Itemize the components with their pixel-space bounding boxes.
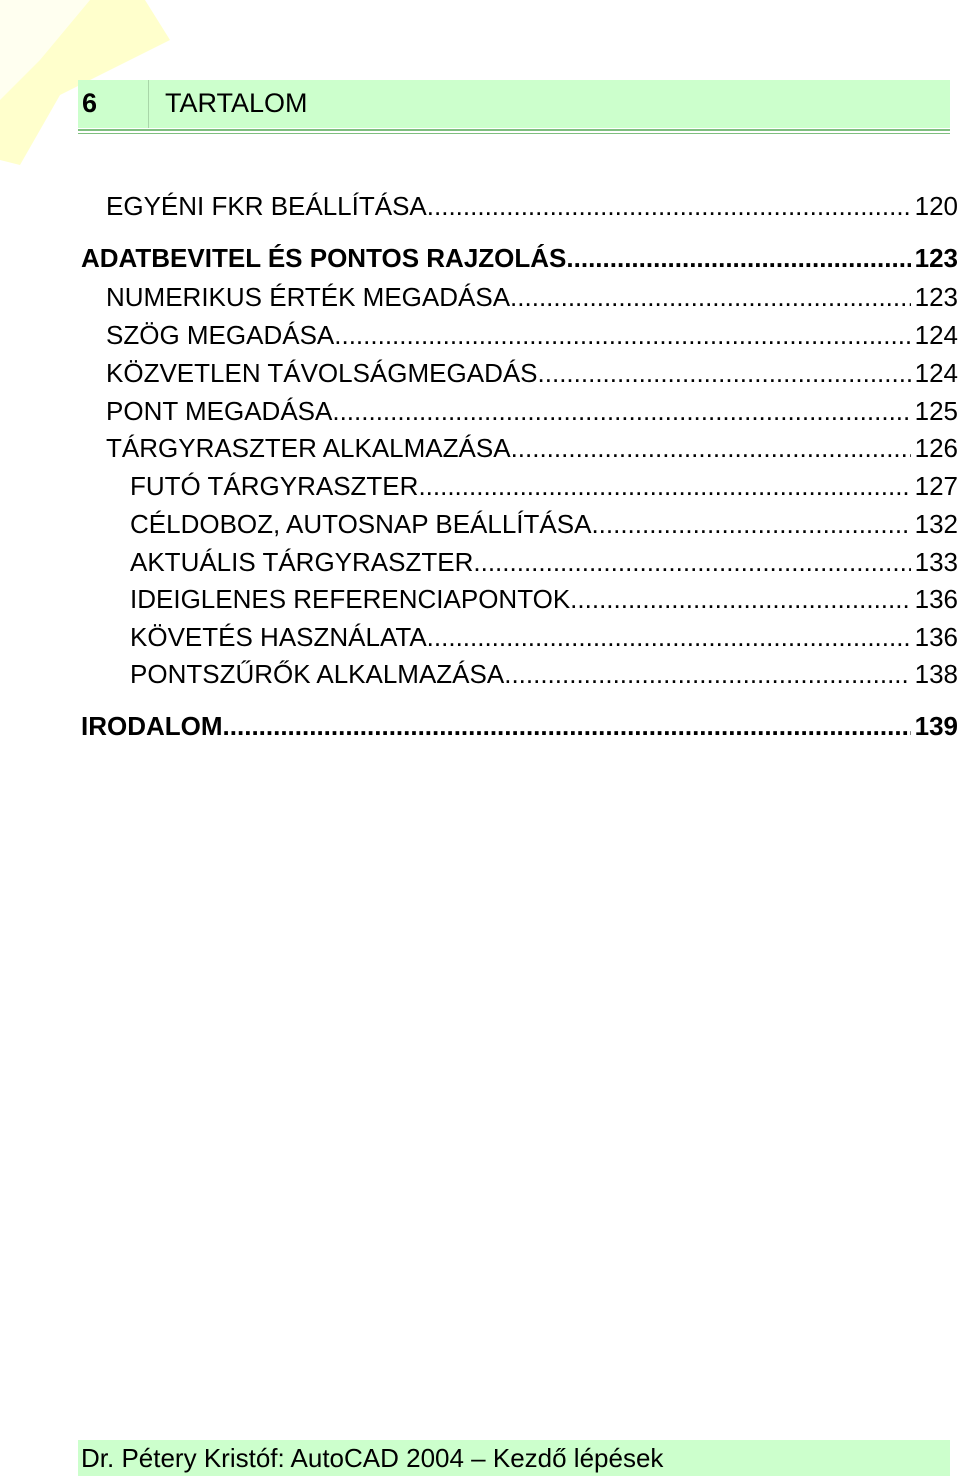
toc-entry[interactable] xyxy=(106,280,958,314)
toc-entry[interactable] xyxy=(106,394,958,428)
toc-entry-title: TÁRGYRASZTER ALKALMAZÁSA xyxy=(106,433,511,463)
header-rule xyxy=(78,129,950,134)
toc-entry-page: 123 xyxy=(914,282,958,312)
toc-entry-title: AKTUÁLIS TÁRGYRASZTER xyxy=(130,547,474,577)
toc-entry[interactable] xyxy=(81,709,958,743)
toc-dot-leader xyxy=(427,189,911,223)
toc-entry-page: 133 xyxy=(914,547,958,577)
toc-entry-title: KÖVETÉS HASZNÁLATA xyxy=(130,622,427,652)
toc-dot-leader xyxy=(591,507,910,541)
toc-entry[interactable] xyxy=(81,241,958,275)
toc-entry-page: 124 xyxy=(914,320,958,350)
toc-dot-leader xyxy=(473,545,910,579)
toc-entry-title: KÖZVETLEN TÁVOLSÁGMEGADÁS xyxy=(106,358,538,388)
toc-entry[interactable] xyxy=(130,469,958,503)
toc-entry-title: IRODALOM xyxy=(81,711,223,741)
footer-author-title: Dr. Pétery Kristóf: AutoCAD 2004 – Kezdő lépések xyxy=(81,1443,664,1473)
toc-entry[interactable] xyxy=(130,507,958,541)
toc-entry[interactable] xyxy=(130,582,958,616)
toc-dot-leader xyxy=(510,280,911,314)
toc-entry[interactable] xyxy=(130,545,958,579)
toc-entry-page: 127 xyxy=(914,471,958,501)
toc-entry-title: NUMERIKUS ÉRTÉK MEGADÁSA xyxy=(106,282,511,312)
toc-dot-leader xyxy=(538,356,911,390)
toc-entry-title: PONTSZŰRŐK ALKALMAZÁSA xyxy=(130,659,505,689)
header-divider xyxy=(148,80,149,128)
toc-entry-title: IDEIGLENES REFERENCIAPONTOK xyxy=(130,584,571,614)
page-title: TARTALOM xyxy=(165,88,308,118)
toc-entry-page: 136 xyxy=(914,622,958,652)
toc-dot-leader xyxy=(504,657,910,691)
toc-entry-title: EGYÉNI FKR BEÁLLÍTÁSA xyxy=(106,191,427,221)
toc-entry-page: 120 xyxy=(914,191,958,221)
toc-entry[interactable] xyxy=(130,620,958,654)
toc-entry-page: 138 xyxy=(914,659,958,689)
toc-entry-page: 123 xyxy=(914,243,958,273)
toc-entry-title: FUTÓ TÁRGYRASZTER xyxy=(130,471,419,501)
toc-dot-leader xyxy=(334,318,910,352)
toc-entry-page: 139 xyxy=(914,711,958,741)
toc-entry-page: 124 xyxy=(914,358,958,388)
toc-entry[interactable] xyxy=(106,356,958,390)
toc-entry-title: SZÖG MEGADÁSA xyxy=(106,320,335,350)
toc-entry[interactable] xyxy=(106,318,958,352)
toc-entry-title: CÉLDOBOZ, AUTOSNAP BEÁLLÍTÁSA xyxy=(130,509,592,539)
toc-entry[interactable] xyxy=(106,431,958,465)
toc-entry-page: 136 xyxy=(914,584,958,614)
toc-entry-page: 126 xyxy=(914,433,958,463)
toc-entry-page: 132 xyxy=(914,509,958,539)
toc-dot-leader xyxy=(566,241,910,275)
toc-dot-leader xyxy=(418,469,910,503)
toc-dot-leader xyxy=(332,394,910,428)
toc-dot-leader xyxy=(570,582,910,616)
toc-dot-leader xyxy=(511,431,911,465)
toc-entry-title: ADATBEVITEL ÉS PONTOS RAJZOLÁS xyxy=(81,243,567,273)
toc-dot-leader xyxy=(223,709,911,743)
toc-entry-title: PONT MEGADÁSA xyxy=(106,396,333,426)
toc-entry[interactable] xyxy=(130,657,958,691)
toc-dot-leader xyxy=(427,620,911,654)
toc-entry[interactable] xyxy=(106,189,958,223)
toc-entry-page: 125 xyxy=(914,396,958,426)
page-number: 6 xyxy=(82,88,98,118)
